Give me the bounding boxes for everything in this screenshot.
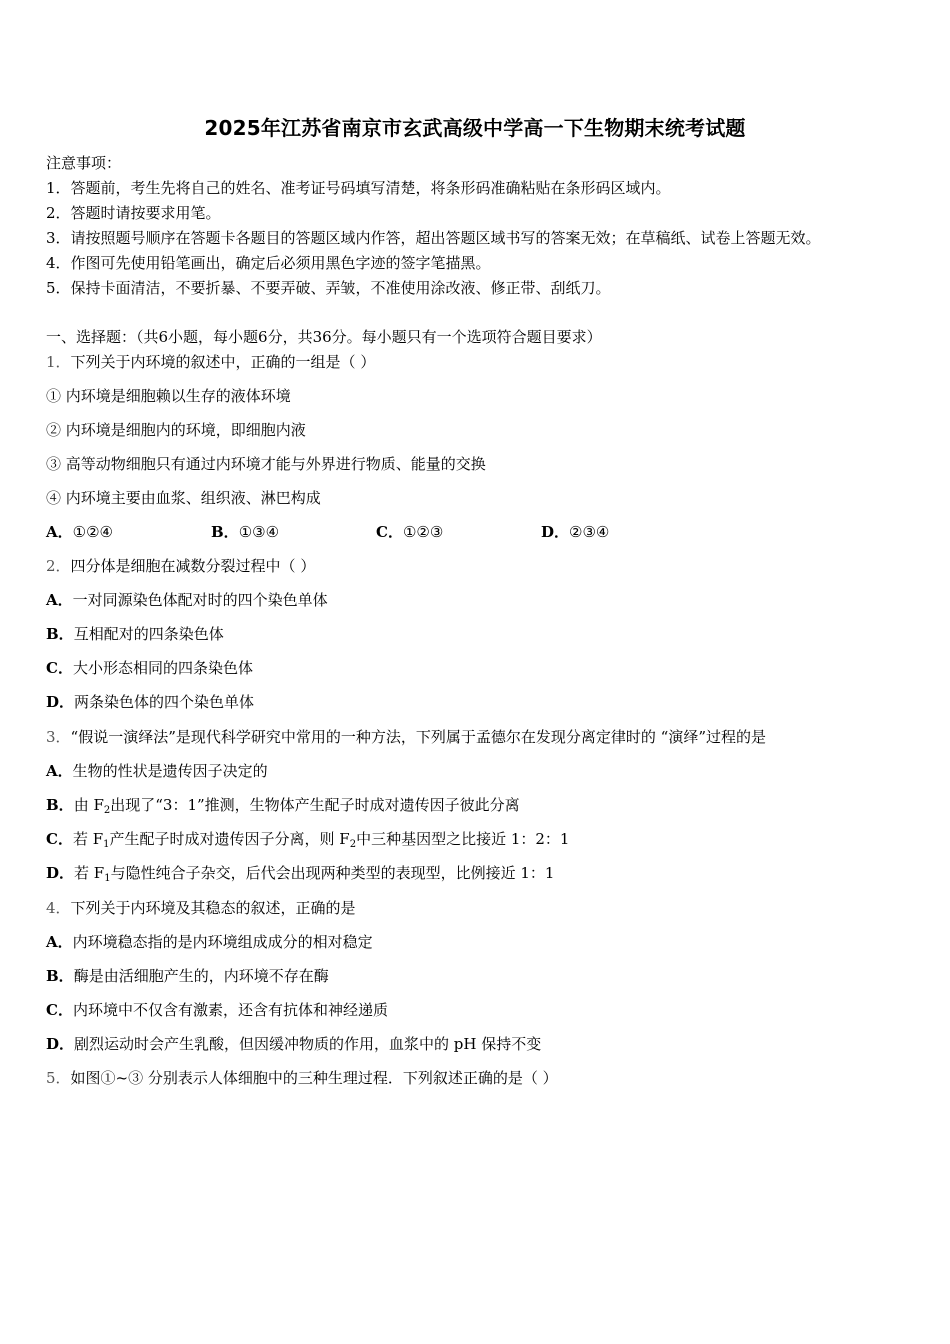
question-number: 3．	[46, 728, 71, 746]
question-stem: 下列关于内环境的叙述中，正确的一组是（ ）	[70, 353, 376, 371]
question-3	[46, 727, 766, 747]
option-d[interactable]	[541, 522, 706, 542]
option-text: 若 F	[74, 864, 105, 882]
option-text: 酶是由活细胞产生的，内环境不存在酶	[73, 967, 329, 985]
option-letter: A．	[46, 933, 73, 951]
option-d[interactable]	[46, 863, 554, 889]
option-a[interactable]	[46, 761, 268, 781]
option-c[interactable]	[46, 829, 569, 855]
option-text: 中三种基因型之比接近 1：2：1	[356, 830, 570, 848]
section-heading: 一、选择题：（共6小题，每小题6分，共36分。每小题只有一个选项符合题目要求）	[46, 328, 602, 346]
subscript: 2	[349, 839, 357, 850]
option-letter: B．	[211, 523, 239, 541]
option-text: 互相配对的四条染色体	[73, 625, 224, 643]
page-title: 2025年江苏省南京市玄武高级中学高一下生物期末统考试题	[204, 116, 746, 140]
option-text: 大小形态相同的四条染色体	[72, 659, 253, 677]
question-stem: 下列关于内环境及其稳态的叙述，正确的是	[70, 899, 356, 917]
option-d[interactable]	[46, 692, 254, 712]
option-letter: B．	[46, 967, 74, 985]
option-text: 生物的性状是遗传因子决定的	[72, 762, 268, 780]
option-text: 一对同源染色体配对时的四个染色单体	[72, 591, 328, 609]
option-letter: C．	[46, 659, 73, 677]
option-letter: D．	[46, 864, 75, 882]
question-number: 1．	[46, 353, 71, 371]
option-text: ①②③	[402, 523, 444, 541]
question-1	[46, 352, 375, 372]
option-text: ①②④	[72, 523, 113, 541]
subscript: 1	[104, 873, 111, 884]
option-letter: C．	[376, 523, 403, 541]
question-number: 5．	[46, 1069, 71, 1087]
option-letter: B．	[46, 625, 74, 643]
subscript: 1	[103, 839, 110, 850]
question-number: 2．	[46, 557, 71, 575]
subscript: 2	[103, 805, 111, 816]
option-text: 若 F	[72, 830, 104, 848]
option-a[interactable]	[46, 590, 328, 610]
option-letter: B．	[46, 796, 74, 814]
option-text: ②③④	[569, 523, 610, 541]
option-text: 出现了“3：1”推测，生物体产生配子时成对遗传因子彼此分离	[110, 796, 520, 814]
option-b[interactable]	[46, 795, 520, 821]
statement: ① 内环境是细胞赖以生存的液体环境	[46, 387, 291, 405]
option-a[interactable]	[46, 932, 373, 952]
question-stem: “假说一演绎法”是现代科学研究中常用的一种方法，下列属于孟德尔在发现分离定律时的 “演绎”过程的是	[70, 728, 766, 746]
option-b[interactable]	[211, 522, 376, 542]
question-4	[46, 898, 356, 918]
notice-item: 5．保持卡面清洁，不要折暴、不要弄破、弄皱，不准使用涂改液、修正带、刮纸刀。	[46, 279, 611, 297]
option-letter: D．	[46, 1035, 75, 1053]
option-b[interactable]	[46, 624, 224, 644]
option-letter: A．	[46, 591, 73, 609]
option-letter: A．	[46, 762, 73, 780]
option-text: 内环境中不仅含有激素，还含有抗体和神经递质	[72, 1001, 388, 1019]
question-2	[46, 556, 315, 576]
option-text: 与隐性纯合子杂交，后代会出现两种类型的表现型，比例接近 1：1	[110, 864, 555, 882]
question-stem: 四分体是细胞在减数分裂过程中（ ）	[70, 557, 316, 575]
option-letter: A．	[46, 523, 73, 541]
notice-item: 4．作图可先使用铅笔画出，确定后必须用黑色字迹的签字笔描黑。	[46, 254, 491, 272]
option-b[interactable]	[46, 966, 329, 986]
option-c[interactable]	[46, 1000, 388, 1020]
option-c[interactable]	[46, 658, 253, 678]
option-d[interactable]	[46, 1034, 541, 1054]
notice-item: 3．请按照题号顺序在答题卡各题目的答题区域内作答，超出答题区域书写的答案无效；在草稿纸、试卷上答题无效。	[46, 229, 821, 247]
notice-item: 1．答题前，考生先将自己的姓名、准考证号码填写清楚，将条形码准确粘贴在条形码区域内。	[46, 179, 671, 197]
option-text: ①③④	[238, 523, 280, 541]
option-text: 剧烈运动时会产生乳酸，但因缓冲物质的作用，血浆中的 pH 保持不变	[74, 1035, 542, 1053]
notice-heading: 注意事项：	[46, 154, 122, 172]
option-text: 由 F	[73, 796, 104, 814]
option-letter: C．	[46, 830, 73, 848]
option-letter: D．	[46, 693, 75, 711]
statement: ② 内环境是细胞内的环境，即细胞内液	[46, 421, 306, 439]
option-letter: D．	[541, 523, 570, 541]
option-a[interactable]	[46, 522, 211, 542]
option-text: 内环境稳态指的是内环境组成成分的相对稳定	[72, 933, 373, 951]
statement: ④ 内环境主要由血浆、组织液、淋巴构成	[46, 489, 321, 507]
statement: ③ 高等动物细胞只有通过内环境才能与外界进行物质、能量的交换	[46, 455, 486, 473]
option-c[interactable]	[376, 522, 541, 542]
option-text: 两条染色体的四个染色单体	[74, 693, 255, 711]
option-text: 产生配子时成对遗传因子分离，则 F	[109, 830, 350, 848]
option-letter: C．	[46, 1001, 73, 1019]
question-stem: 如图①~③ 分别表示人体细胞中的三种生理过程．下列叙述正确的是（ ）	[70, 1069, 558, 1087]
notice-item: 2．答题时请按要求用笔。	[46, 204, 221, 222]
options-row	[46, 522, 706, 542]
question-number: 4．	[46, 899, 71, 917]
question-5	[46, 1068, 558, 1088]
